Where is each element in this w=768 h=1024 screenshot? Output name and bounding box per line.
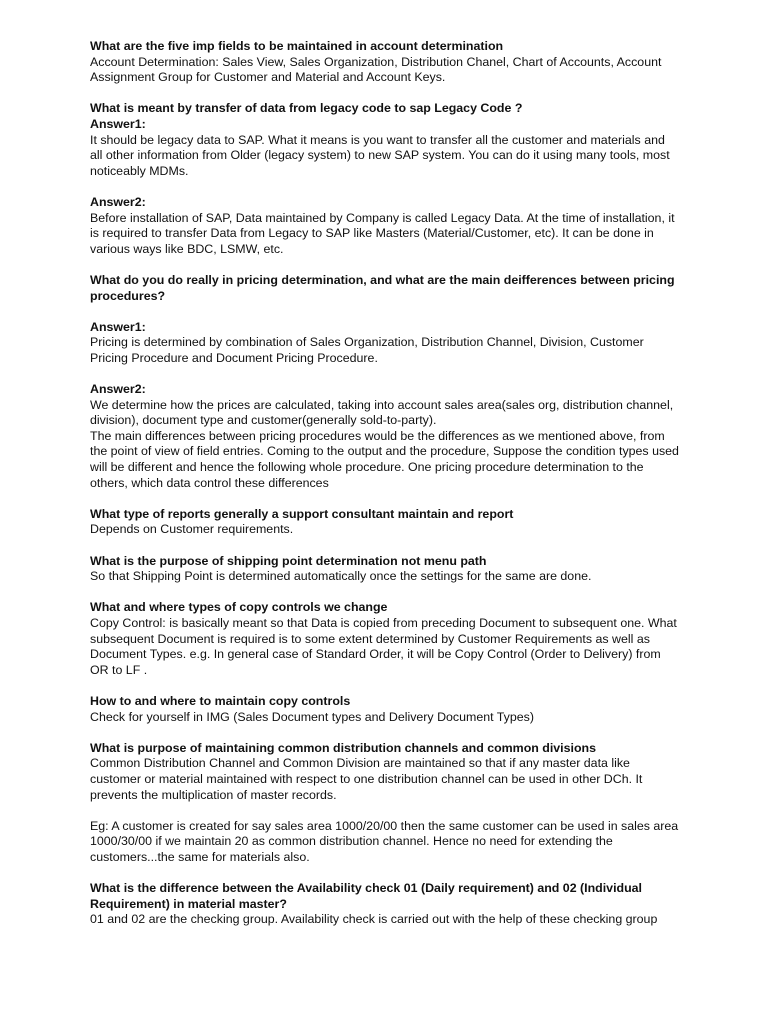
answer-text: It should be legacy data to SAP. What it means is you want to transfer all the customer and materials and all other information from Older (legacy system) to new SAP system. You can do it using many tools, most noticeably MDMs. bbox=[90, 132, 670, 178]
document-page bbox=[90, 39, 680, 943]
answer-text: So that Shipping Point is determined automatically once the settings for the same are done. bbox=[90, 569, 592, 584]
question-heading: What are the five imp fields to be maintained in account determination bbox=[90, 39, 504, 53]
question-heading: How to and where to maintain copy controls bbox=[90, 693, 351, 708]
answer-text: We determine how the prices are calculated, taking into account sales area(sales org, distribution channel, division), document type and customer(generally sold-to-party). bbox=[90, 397, 674, 428]
example-text: Eg: A customer is created for say sales area 1000/20/00 then the same customer can be used in sales area 1000/30/00 if we maintain 20 as common distribution channel. Hence no need for extending the customers...the same for materials also. bbox=[90, 818, 679, 864]
answer-text: The main differences between pricing procedures would be the differences as we mentioned above, from the point of view of field entries. Coming to the output and the procedure, Suppose the condition types used will be different and hence the following whole procedure. One pricing procedure determination to the others, which data control these differences bbox=[90, 428, 679, 490]
answer-label: Answer1: bbox=[90, 319, 146, 334]
answer-text: Pricing is determined by combination of Sales Organization, Distribution Channel, Division, Customer Pricing Procedure and Document Pricing Procedure. bbox=[90, 335, 644, 365]
qa-block bbox=[90, 554, 680, 585]
qa-block bbox=[90, 741, 680, 866]
question-heading: What is the difference between the Availability check 01 (Daily requirement) and 02 (Individual Requirement) in material master? bbox=[90, 881, 642, 911]
answer-text: Depends on Customer requirements. bbox=[90, 522, 294, 537]
qa-block bbox=[90, 507, 680, 538]
question-heading: What do you do really in pricing determination, and what are the main deifferences between pricing procedures? bbox=[90, 272, 675, 303]
answer-text: Before installation of SAP, Data maintained by Company is called Legacy Data. At the time of installation, it is required to transfer Data from Legacy to SAP like Masters (Material/Customer, etc). It can be done in various ways like BDC, LSMW, etc. bbox=[90, 210, 675, 256]
qa-block bbox=[90, 881, 680, 928]
question-heading: What type of reports generally a support consultant maintain and report bbox=[90, 506, 514, 521]
answer-text: Account Determination: Sales View, Sales Organization, Distribution Chanel, Chart of Accounts, Account Assignment Group for Customer and Material and Account Keys. bbox=[90, 54, 662, 85]
answer-text: Check for yourself in IMG (Sales Document types and Delivery Document Types) bbox=[90, 709, 534, 724]
qa-block bbox=[90, 39, 680, 86]
question-heading: What is purpose of maintaining common distribution channels and common divisions bbox=[90, 740, 596, 755]
answer-label: Answer2: bbox=[90, 382, 146, 397]
answer-label: Answer2: bbox=[90, 194, 146, 209]
qa-block bbox=[90, 273, 680, 491]
qa-block bbox=[90, 694, 680, 725]
question-heading: What is meant by transfer of data from legacy code to sap Legacy Code ? bbox=[90, 101, 523, 116]
answer-text: 01 and 02 are the checking group. Availability check is carried out with the help of these checking group bbox=[90, 912, 658, 927]
answer-label: Answer1: bbox=[90, 116, 146, 131]
question-heading: What is the purpose of shipping point determination not menu path bbox=[90, 553, 487, 568]
answer-text: Common Distribution Channel and Common Division are maintained so that if any master data like customer or material maintained with respect to one distribution channel can be used in other DCh. It prevents the multiplication of master records. bbox=[90, 756, 643, 802]
qa-block bbox=[90, 101, 680, 257]
question-heading: What and where types of copy controls we change bbox=[90, 600, 388, 615]
answer-text: Copy Control: is basically meant so that Data is copied from preceding Document to subsequent one. What subsequent Document is required is to some extent determined by Customer Requirements as well as Document Types. e.g. In general case of Standard Order, it will be Copy Control (Order to Delivery) from OR to LF . bbox=[90, 615, 677, 677]
qa-block bbox=[90, 600, 680, 678]
